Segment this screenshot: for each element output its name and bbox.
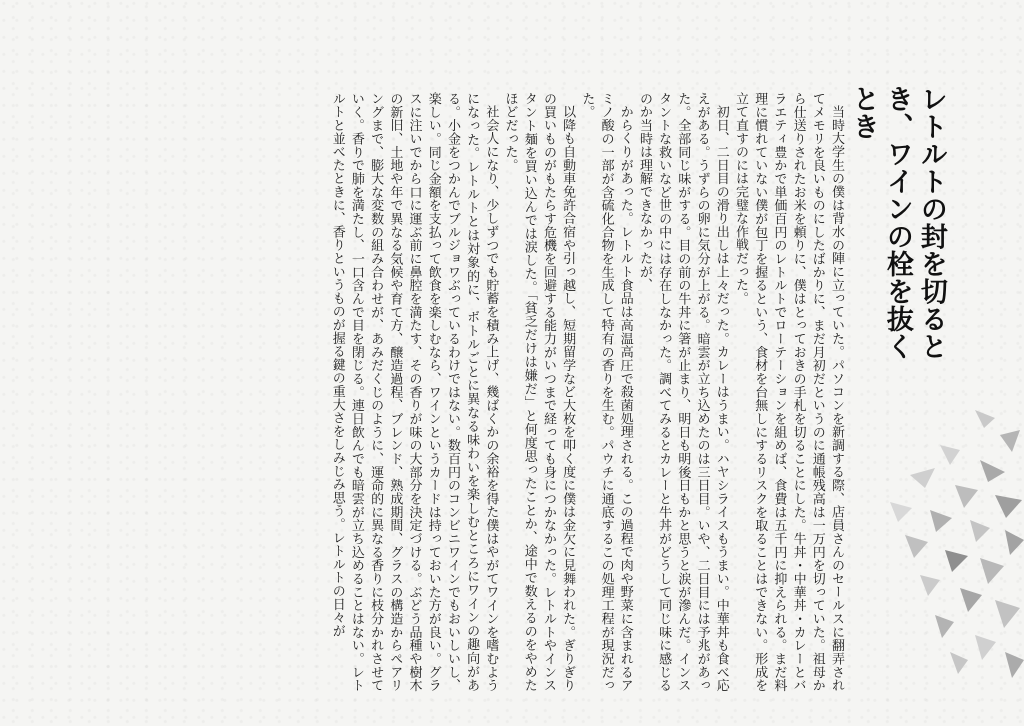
shattered-shards-illustration (880, 390, 1024, 690)
article-title: レトルトの封を切るとき、ワインの栓を抜くとき (847, 85, 947, 360)
paragraph: からくりがあった。レトルト食品は高温高圧で殺菌処理される。この過程で肉や野菜に含まれるアミノ酸の一部が含硫化合物を生成して特有の香りを生む。パウチに通底するこの処理工程が現況だった。 (579, 92, 633, 692)
paragraph: 当時大学生の僕は背水の陣に立っていた。パソコンを新調する際、店員さんのセールスに翻弄されてメモリを良いものにしたばかりに、まだ月初だというのに通帳残高は一万円を切っていた。祖母から仕送りされたお米を頼りに、僕はとっておきの手札を切ることにした。牛丼・中華丼・カレーとバラエティ豊かで単価百円のレトルトでローテーションを組めば、食費は五千円に抑えられる。まだ料理に慣れていない僕が包丁を握るという、食材を台無しにするリスクを取ることはできない。形成を立て直すのには完璧な作戦だった。 (732, 92, 844, 692)
article-body (94, 92, 846, 692)
paragraph: 社会人になり、少しずつでも貯蓄を積み上げ、幾ばくかの余裕を得た僕はやがてワインを嗜むようになった。レトルトとは対象的に、ボトルごとに異なる味わいを楽しむところにワインの趣向がある。小金をつかんでブルジョワぶっているわけではない。数百円のコンビニワインでもおいしいし、楽しい。同じ金額を支払って飲食を楽しむなら、ワインというカードは持っておいた方が良い。グラスに注いでから口に運ぶ前に鼻腔を満たす、その香りが味の大部分を決定づける。ぶどう品種や樹木の新旧、土地や年で異なる気候や育て方、醸造過程、ブレンド、熟成期間、グラスの構造からペアリングまで、膨大な変数の組み合わせが、あみだくじのように、運命的に異なる香りに枝分かれさせていく。香りで肺を満たし、一口含んで目を閉じる。連日飲んでも暗雲が立ち込めることはない。レトルトと並べたときに、香りというものが握る鍵の重大さをしみじみ思う。レトルトの日々が (329, 92, 499, 692)
paragraph: 初日、二日目の滑り出しは上々だった。カレーはうまい。ハヤシライスもうまい。中華丼も食べ応えがある。うずらの卵に気分が上がる。暗雲が立ち込めたのは三日目。いや、二日目には予兆があった。全部同じ味がする。目の前の牛丼に箸が止まり、明日も明後日もかと思うと涙が滲んだ。インスタントな救いなど世の中には存在しなかった。調べてみるとカレーと牛丼がどうして同じ味に感じるのか当時は理解できなかったが、 (636, 92, 729, 692)
paragraph: 以降も自動車免許合宿や引っ越し、短期留学など大枚を叩く度に僕は金欠に見舞われた。ぎりぎりの買いものがもたらす危機を回避する能力がいつまで経っても身につかなかった。レトルトやインスタント麺を買い込んでは涙した。「貧乏だけは嫌だ」と何度思ったことか、途中で数えるのをやめたほどだった。 (502, 92, 576, 692)
